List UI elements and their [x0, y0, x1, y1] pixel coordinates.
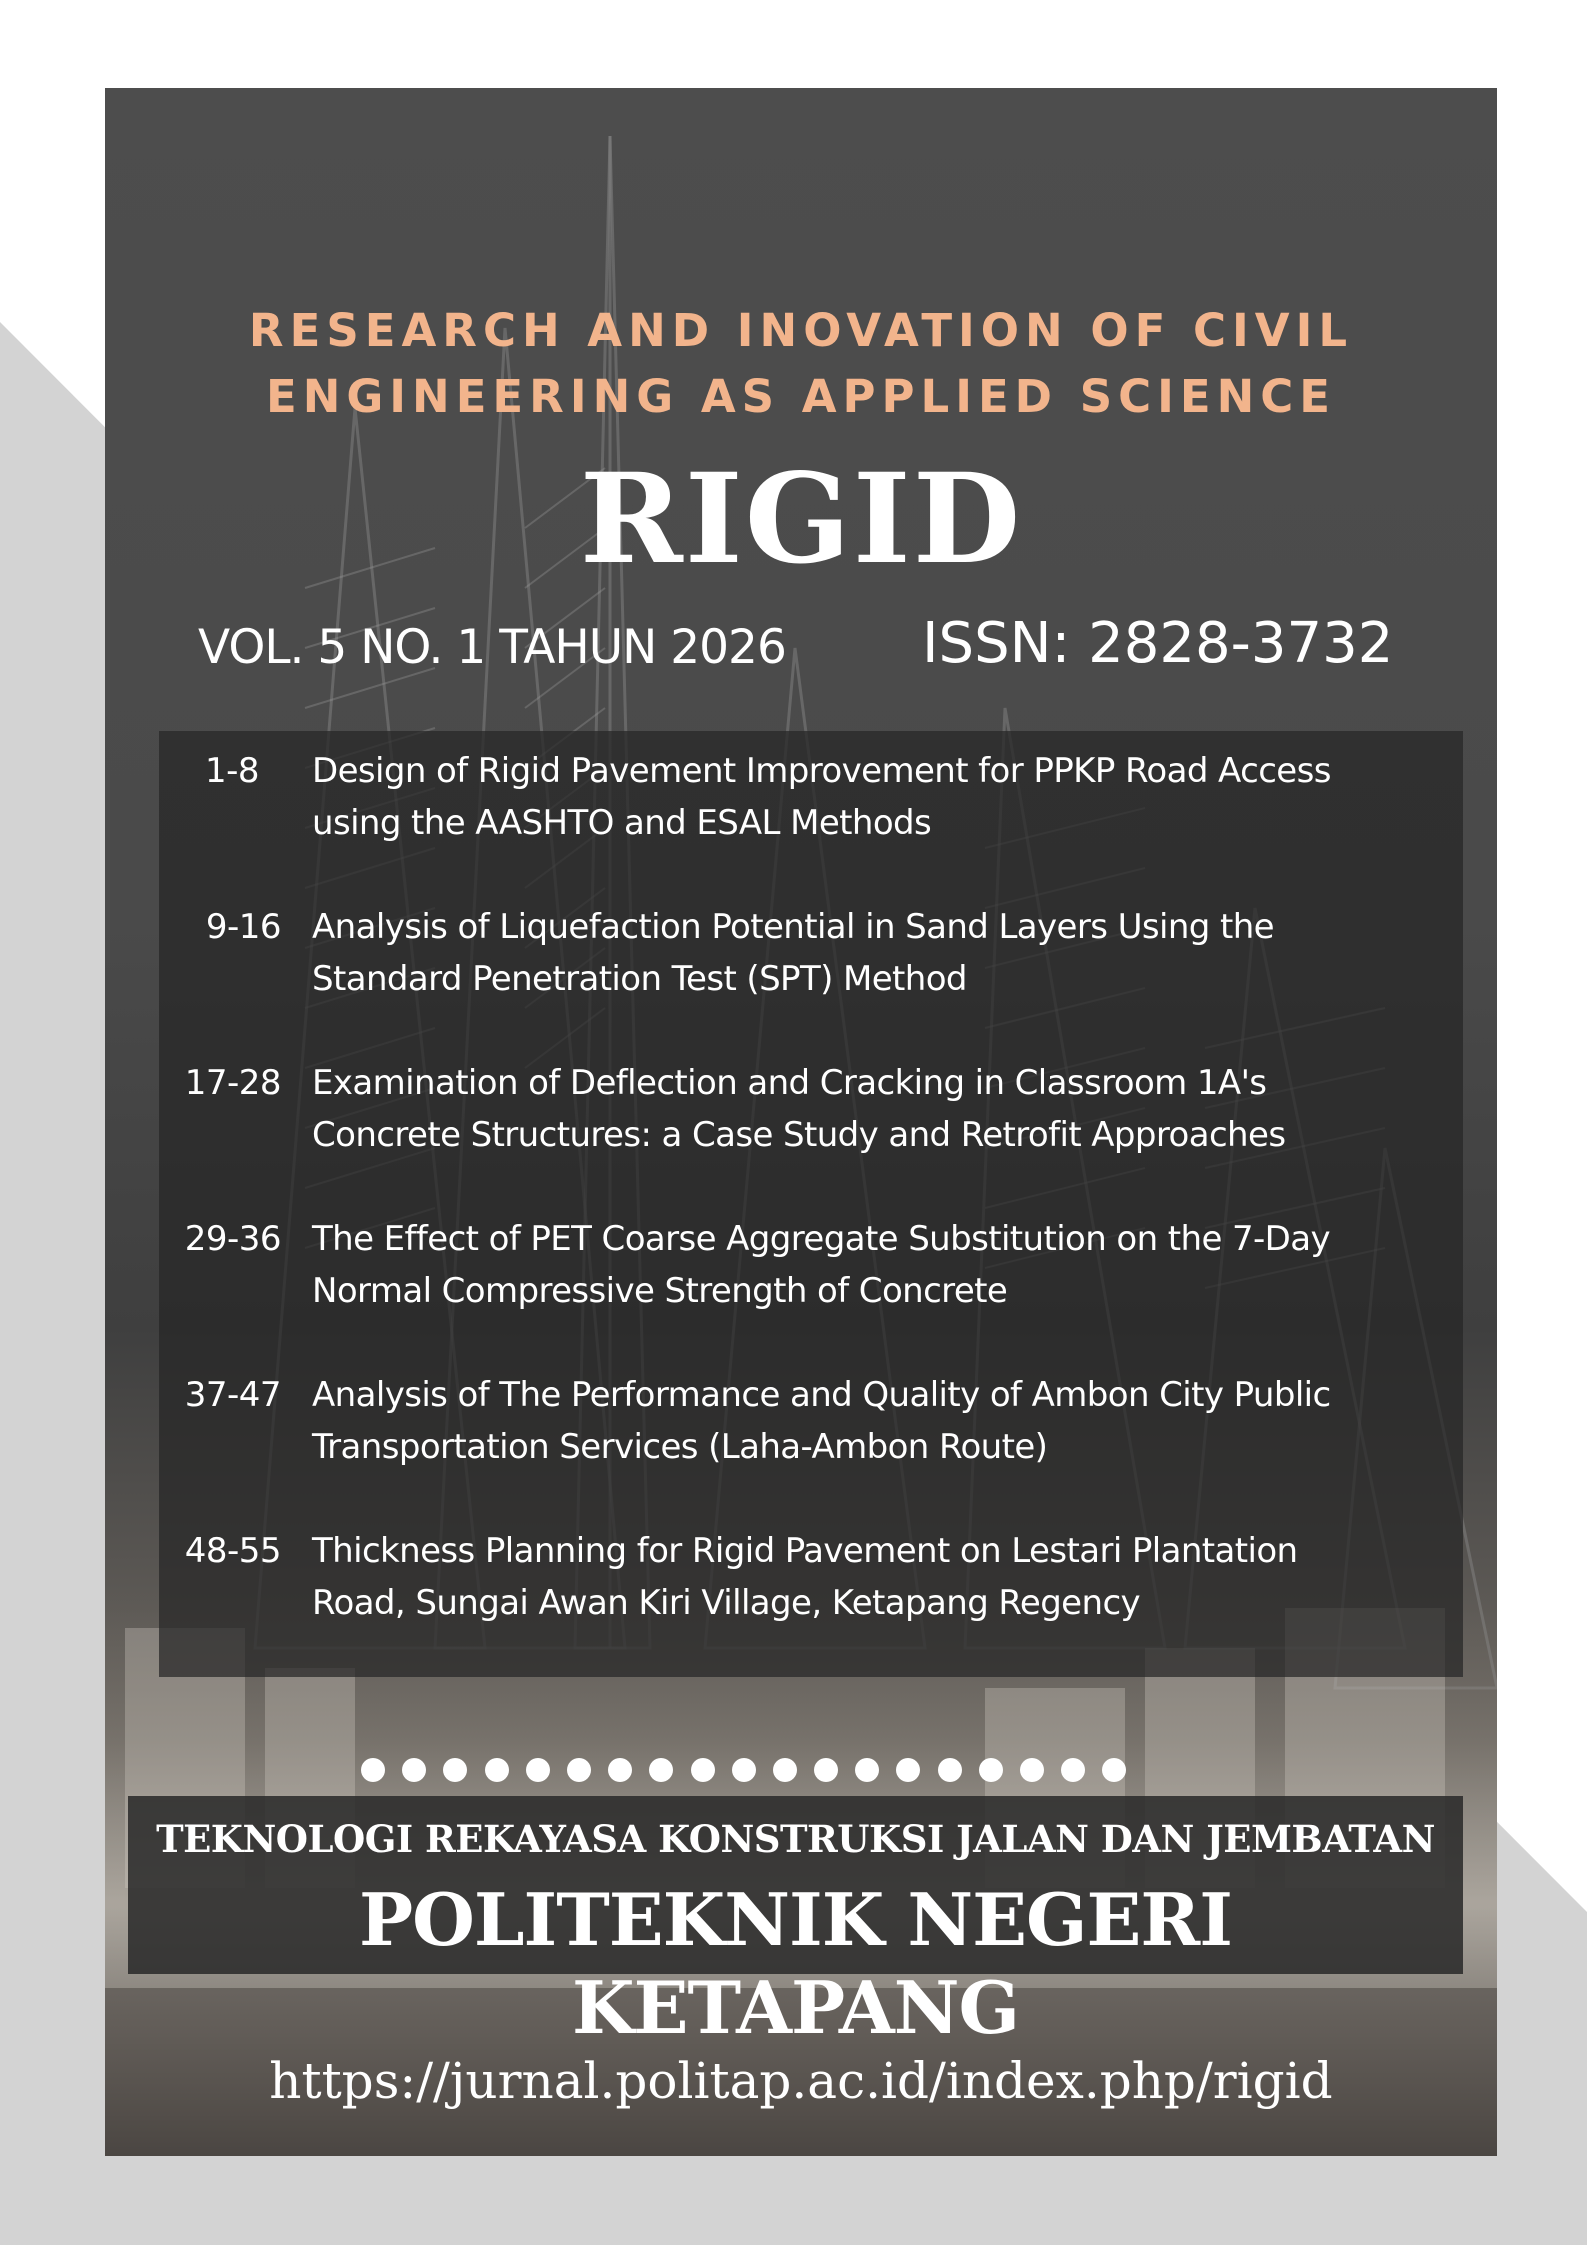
toc-pages: 37-47 [184, 1375, 281, 1415]
subtitle-line-2: ENGINEERING AS APPLIED SCIENCE [265, 370, 1337, 423]
dot-icon [526, 1758, 550, 1782]
dot-icon [1061, 1758, 1085, 1782]
toc-pages: 48-55 [184, 1531, 281, 1571]
toc-pages: 29-36 [184, 1219, 281, 1259]
toc-item [159, 1057, 1463, 1177]
dot-icon [979, 1758, 1003, 1782]
institution-banner [128, 1796, 1463, 2050]
journal-title: RIGID [579, 447, 1023, 592]
toc-pages: 9-16 [205, 907, 281, 947]
dot-icon [773, 1758, 797, 1782]
dot-icon [855, 1758, 879, 1782]
dot-icon [896, 1758, 920, 1782]
dot-icon [402, 1758, 426, 1782]
toc-pages: 17-28 [184, 1063, 281, 1103]
journal-url[interactable]: https://jurnal.politap.ac.id/index.php/rigid [269, 2052, 1333, 2110]
toc-item [159, 1213, 1463, 1333]
subtitle-line-1: RESEARCH AND INOVATION OF CIVIL [248, 304, 1354, 357]
toc-item [159, 745, 1463, 865]
toc-title: The Effect of PET Coarse Aggregate Substitution on the 7-Day Normal Compressive Strength of Concrete [312, 1219, 1331, 1311]
table-of-contents [159, 731, 1463, 1677]
toc-title: Design of Rigid Pavement Improvement for PPKP Road Access using the AASHTO and ESAL Methods [312, 751, 1331, 843]
dot-icon [608, 1758, 632, 1782]
issn-label: ISSN: 2828-3732 [922, 611, 1394, 676]
dot-icon [1102, 1758, 1126, 1782]
dot-icon [443, 1758, 467, 1782]
toc-title: Analysis of Liquefaction Potential in Sand Layers Using the Standard Penetration Test (SPT) Method [312, 907, 1274, 999]
dot-icon [649, 1758, 673, 1782]
toc-title: Analysis of The Performance and Quality of Ambon City Public Transportation Services (Laha-Ambon Route) [312, 1375, 1331, 1467]
toc-title: Examination of Deflection and Cracking in Classroom 1A's Concrete Structures: a Case Study and Retrofit Approaches [312, 1063, 1286, 1155]
dot-icon [732, 1758, 756, 1782]
journal-subtitle [105, 298, 1497, 430]
decorative-dot-row [361, 1758, 1261, 1788]
journal-cover [105, 88, 1497, 2156]
toc-title: Thickness Planning for Rigid Pavement on Lestari Plantation Road, Sungai Awan Kiri Village, Ketapang Regency [312, 1531, 1298, 1623]
dot-icon [814, 1758, 838, 1782]
dot-icon [938, 1758, 962, 1782]
institution-name: POLITEKNIK NEGERI KETAPANG [359, 1877, 1232, 2050]
toc-item [159, 1525, 1463, 1645]
dot-icon [1020, 1758, 1044, 1782]
dot-icon [485, 1758, 509, 1782]
dot-icon [691, 1758, 715, 1782]
toc-item [159, 901, 1463, 1021]
study-program-label: TEKNOLOGI REKAYASA KONSTRUKSI JALAN DAN JEMBATAN [156, 1817, 1435, 1861]
toc-item [159, 1369, 1463, 1489]
volume-label: VOL. 5 NO. 1 TAHUN 2026 [198, 620, 786, 675]
toc-pages: 1-8 [204, 751, 259, 791]
dot-icon [567, 1758, 591, 1782]
dot-icon [361, 1758, 385, 1782]
